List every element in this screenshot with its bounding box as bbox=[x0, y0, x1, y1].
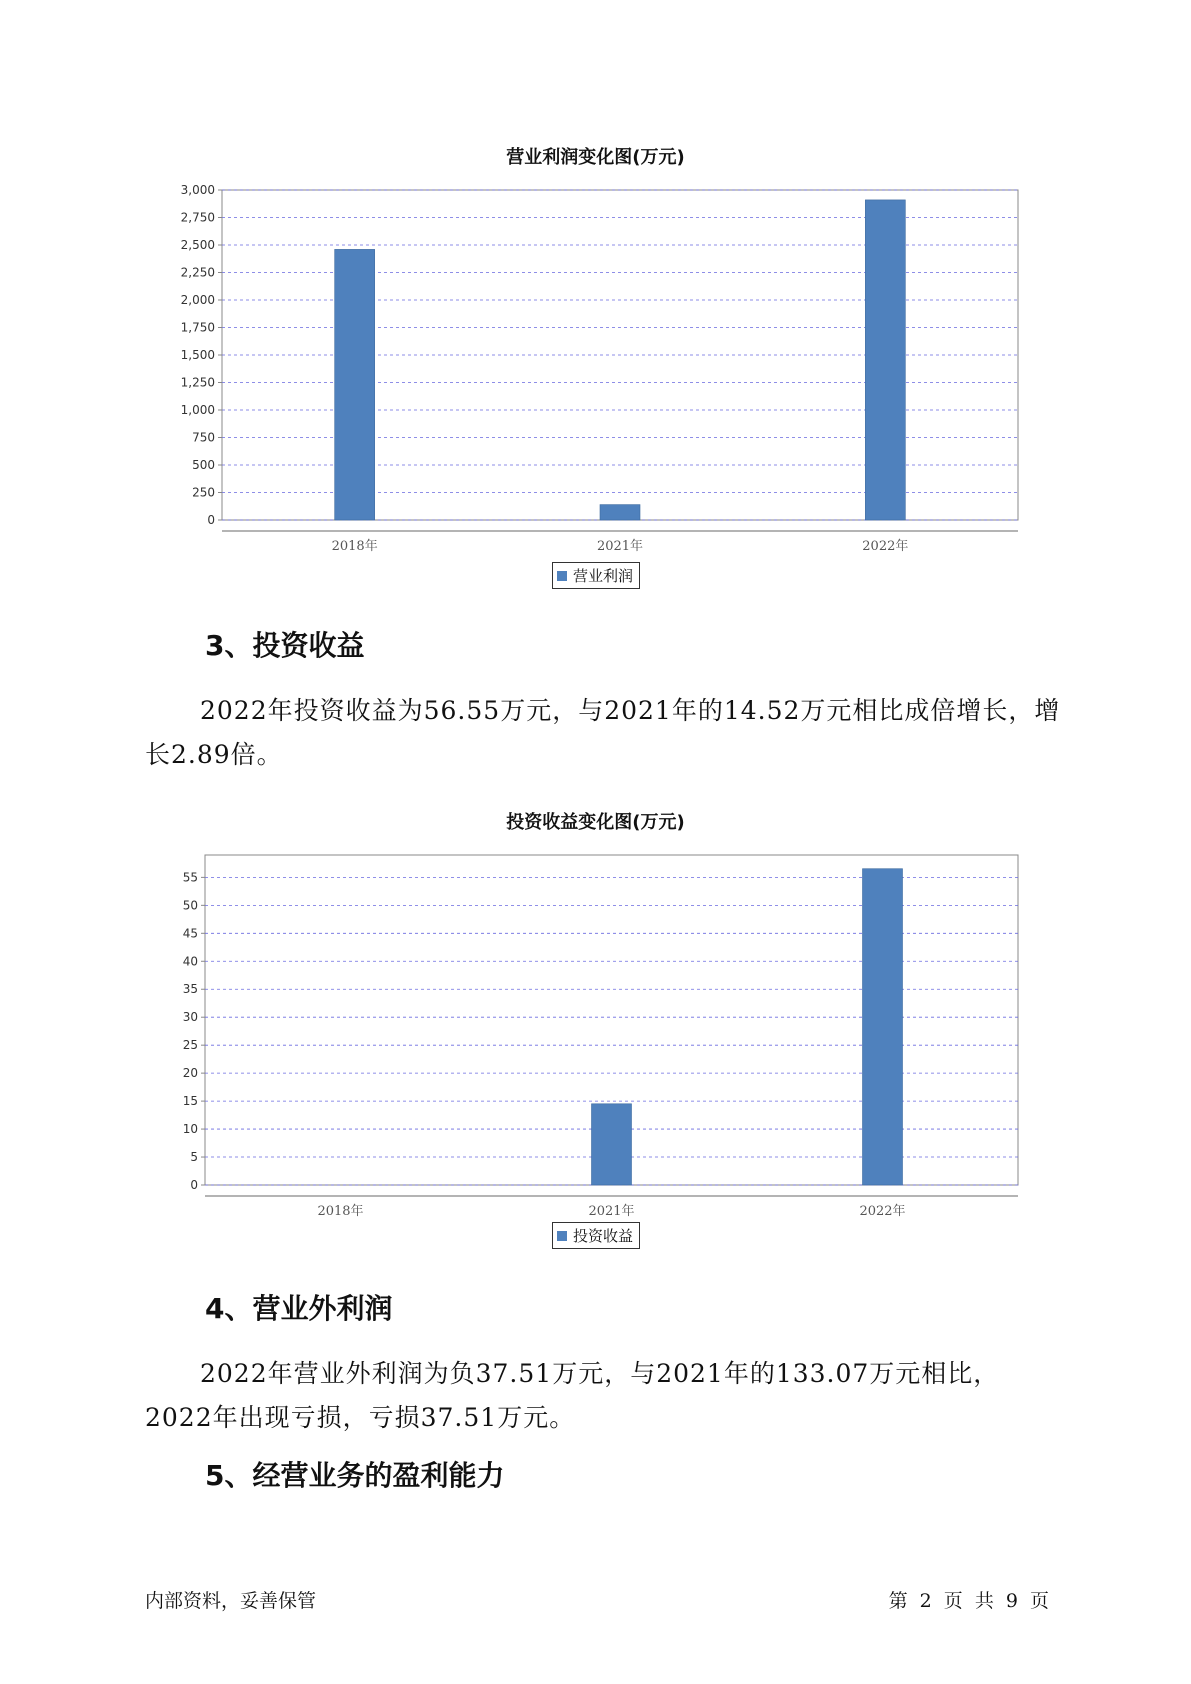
y-tick-label: 250 bbox=[192, 485, 215, 500]
y-tick-label: 30 bbox=[182, 1010, 198, 1025]
x-tick-label: 2022年 bbox=[862, 539, 909, 554]
footer-page-number: 第 2 页 共 9 页 bbox=[888, 1590, 1049, 1612]
y-tick-label: 40 bbox=[182, 954, 198, 969]
chart2-title: 投资收益变化图(万元) bbox=[506, 812, 685, 833]
y-tick-label: 2,750 bbox=[180, 210, 215, 225]
x-tick-label: 2021年 bbox=[596, 539, 644, 554]
y-tick-label: 1,750 bbox=[180, 320, 215, 335]
y-tick-label: 1,000 bbox=[180, 403, 215, 417]
y-tick-label: 2,250 bbox=[180, 265, 215, 280]
footer-confidential-note: 内部资料，妥善保管 bbox=[145, 1590, 317, 1612]
y-tick-label: 2,500 bbox=[180, 238, 215, 252]
legend-swatch-icon bbox=[557, 1231, 567, 1241]
bar-2018年 bbox=[335, 249, 375, 520]
chart1-legend bbox=[552, 562, 640, 589]
y-tick-label: 1,500 bbox=[180, 348, 215, 362]
section3-heading: 3、投资收益 bbox=[205, 629, 365, 662]
chart2-legend-label: 投资收益 bbox=[573, 1227, 634, 1245]
y-tick-label: 750 bbox=[192, 430, 215, 445]
y-tick-label: 10 bbox=[182, 1122, 198, 1137]
y-tick-label: 45 bbox=[182, 926, 198, 941]
bar-2021年 bbox=[600, 505, 640, 520]
section4-paragraph: 2022年营业外利润为负37.51万元，与2021年的133.07万元相比，2022年出现亏损，亏损37.51万元。 bbox=[145, 1359, 1000, 1432]
y-tick-label: 3,000 bbox=[180, 183, 215, 197]
x-tick-label: 2018年 bbox=[317, 1204, 364, 1219]
operating-profit-chart bbox=[0, 170, 1191, 554]
x-tick-label: 2018年 bbox=[331, 539, 378, 554]
investment-income-chart bbox=[0, 835, 1191, 1219]
bar-2022年 bbox=[863, 869, 903, 1185]
y-tick-label: 2,000 bbox=[180, 293, 215, 307]
section4-heading: 4、营业外利润 bbox=[205, 1292, 393, 1325]
chart1-title: 营业利润变化图(万元) bbox=[506, 147, 685, 168]
y-tick-label: 35 bbox=[182, 982, 198, 997]
chart1-legend-label: 营业利润 bbox=[573, 567, 634, 585]
y-tick-label: 5 bbox=[190, 1150, 198, 1165]
bar-2022年 bbox=[865, 200, 905, 520]
chart2-legend bbox=[552, 1222, 640, 1249]
y-tick-label: 0 bbox=[207, 513, 215, 527]
bar-2021年 bbox=[592, 1104, 632, 1185]
section3-paragraph: 2022年投资收益为56.55万元，与2021年的14.52万元相比成倍增长，增长2.89倍。 bbox=[145, 696, 1061, 769]
y-tick-label: 55 bbox=[182, 870, 198, 885]
y-tick-label: 500 bbox=[192, 458, 215, 472]
y-tick-label: 0 bbox=[190, 1178, 198, 1192]
section5-heading: 5、经营业务的盈利能力 bbox=[205, 1459, 505, 1492]
y-tick-label: 15 bbox=[182, 1094, 198, 1109]
y-tick-label: 1,250 bbox=[180, 375, 215, 390]
y-tick-label: 25 bbox=[182, 1038, 198, 1053]
y-tick-label: 20 bbox=[182, 1066, 198, 1081]
legend-swatch-icon bbox=[557, 571, 567, 581]
x-tick-label: 2021年 bbox=[588, 1204, 635, 1219]
y-tick-label: 50 bbox=[182, 898, 198, 913]
x-tick-label: 2022年 bbox=[859, 1204, 906, 1219]
